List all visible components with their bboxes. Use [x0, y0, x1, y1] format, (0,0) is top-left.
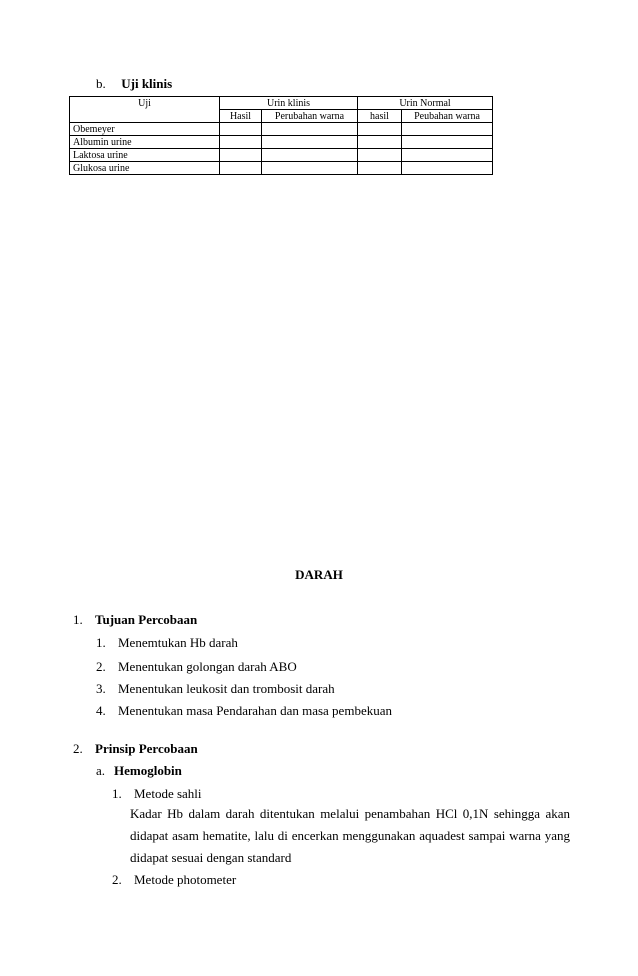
method-text: Metode sahli [134, 786, 202, 801]
row-label: Albumin urine [70, 136, 220, 149]
sub-title: Hemoglobin [114, 763, 182, 778]
list-item [96, 635, 238, 651]
section-b-label: Uji klinis [121, 76, 173, 91]
method-item [112, 872, 236, 888]
cell [358, 123, 402, 136]
cell [220, 149, 262, 162]
section-b-heading [96, 76, 172, 92]
table-row [70, 123, 493, 136]
cell [358, 136, 402, 149]
row-label: Obemeyer [70, 123, 220, 136]
list-number: 2. [96, 659, 106, 674]
cell [402, 162, 493, 175]
darah-title: DARAH [295, 567, 343, 582]
list-item [96, 681, 335, 697]
cell [358, 149, 402, 162]
header-uji: Uji [70, 97, 220, 110]
cell [402, 123, 493, 136]
cell [262, 149, 358, 162]
method-item [112, 786, 202, 802]
section-b-number: b. [96, 76, 106, 91]
method-description: Kadar Hb dalam darah ditentukan melalui penambahan HCl 0,1N sehingga akan didapat asam hematite, lalu di encerkan menggunakan aquadest sampai warna yang didapat sesuai dengan standard [130, 806, 570, 865]
list-text: Menentukan leukosit dan trombosit darah [118, 681, 335, 696]
section-1-number: 1. [73, 612, 83, 627]
section-1-heading [73, 612, 197, 628]
uji-klinis-table [69, 96, 493, 175]
table-subheader-row [70, 110, 493, 123]
list-number: 4. [96, 703, 106, 718]
section-2-heading [73, 741, 198, 757]
cell [262, 162, 358, 175]
sub-heading-hemoglobin [96, 763, 182, 779]
row-label: Glukosa urine [70, 162, 220, 175]
table-row [70, 136, 493, 149]
table-row [70, 162, 493, 175]
list-number: 3. [96, 681, 106, 696]
section-2-title: Prinsip Percobaan [95, 741, 198, 756]
list-text: Menentukan masa Pendarahan dan masa pembekuan [118, 703, 392, 718]
method-number: 2. [112, 872, 122, 887]
header-uji-empty [70, 110, 220, 123]
cell [220, 123, 262, 136]
header-urin-klinis: Urin klinis [220, 97, 358, 110]
cell [402, 136, 493, 149]
cell [358, 162, 402, 175]
section-1-title: Tujuan Percobaan [95, 612, 198, 627]
cell [220, 162, 262, 175]
cell [402, 149, 493, 162]
list-item [96, 659, 297, 675]
cell [262, 123, 358, 136]
method-text: Metode photometer [134, 872, 237, 887]
cell [220, 136, 262, 149]
list-number: 1. [96, 635, 106, 650]
subheader-hasil: Hasil [220, 110, 262, 123]
table-row [70, 149, 493, 162]
sub-letter: a. [96, 763, 106, 778]
list-text: Menentukan golongan darah ABO [118, 659, 297, 674]
table-header-row [70, 97, 493, 110]
subheader-peubahan-warna: Peubahan warna [402, 110, 493, 123]
list-item [96, 703, 392, 719]
method-number: 1. [112, 786, 122, 801]
subheader-perubahan-warna: Perubahan warna [262, 110, 358, 123]
row-label: Laktosa urine [70, 149, 220, 162]
subheader-hasil-normal: hasil [358, 110, 402, 123]
header-urin-normal: Urin Normal [358, 97, 493, 110]
cell [262, 136, 358, 149]
list-text: Menemtukan Hb darah [118, 635, 238, 650]
section-2-number: 2. [73, 741, 83, 756]
